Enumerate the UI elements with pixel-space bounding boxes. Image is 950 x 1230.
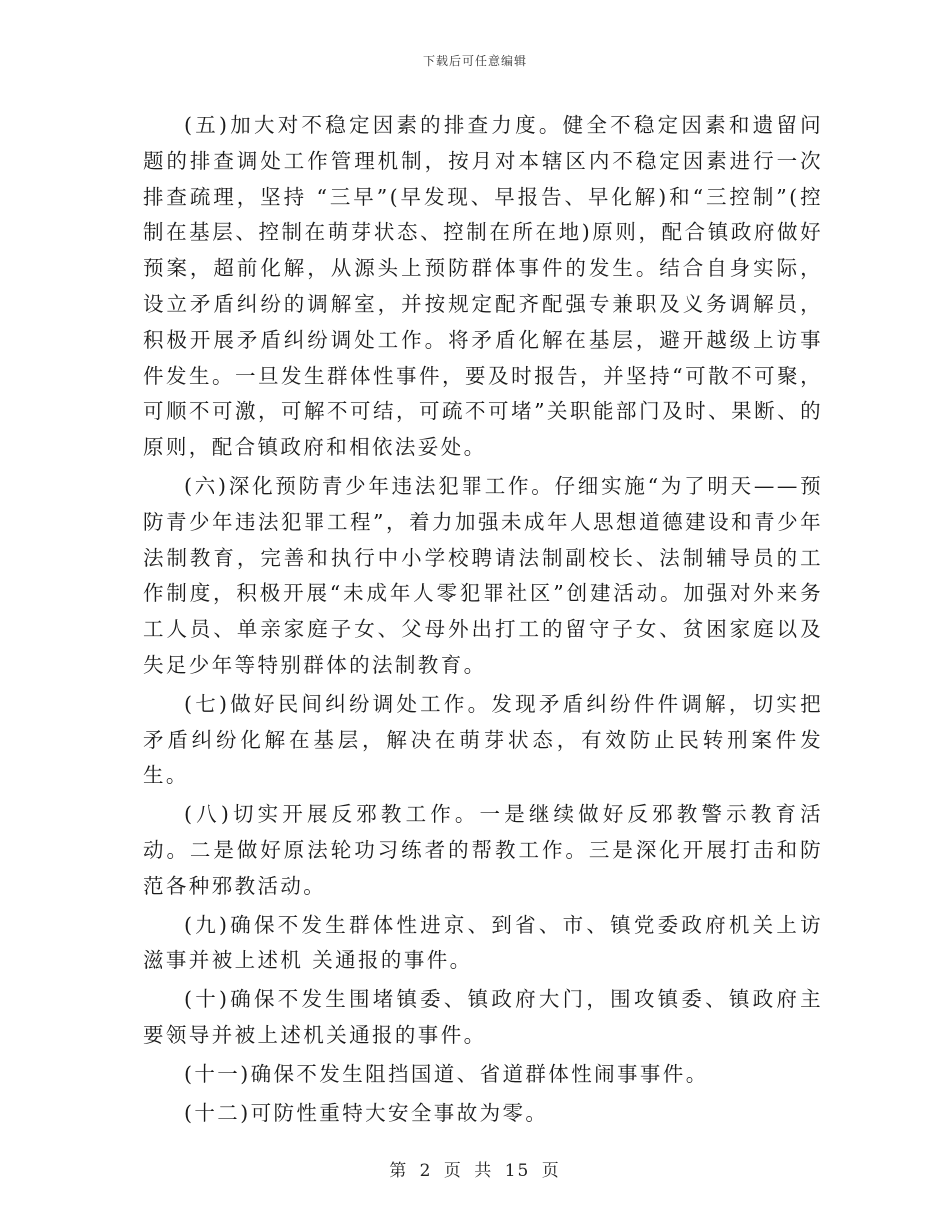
page-label-suffix: 页 <box>541 1161 561 1181</box>
page-label-total: 共 <box>474 1161 494 1181</box>
page-label-unit: 页 <box>443 1161 463 1181</box>
paragraph-12: (十二)可防性重特大安全事故为零。 <box>184 1100 549 1125</box>
paragraph-10: (十)确保不发生围堵镇委、镇政府大门，围攻镇委、镇政府主要领导并被上述机关通报的事件。 <box>143 987 823 1047</box>
page-footer <box>0 1156 950 1181</box>
paragraph-11: (十一)确保不发生阻挡国道、省道群体性闹事事件。 <box>184 1061 709 1086</box>
document-body <box>143 108 823 1134</box>
paragraph-9: (九)确保不发生群体性进京、到省、市、镇党委政府机关上访滋事并被上述机 关通报的事件。 <box>143 912 823 973</box>
total-pages-number: 15 <box>504 1161 531 1181</box>
paragraph-7: (七)做好民间纠纷调处工作。发现矛盾纠纷件件调解，切实把矛盾纠纷化解在基层，解决在萌芽状态，有效防止民转刑案件发生。 <box>143 691 823 788</box>
paragraph-5: (五)加大对不稳定因素的排查力度。健全不稳定因素和遗留问题的排查调处工作管理机制，按月对本辖区内不稳定因素进行一次排查疏理，坚持 “三早”(早发现、早报告、早化解)和“三控制”(控制在基层、控制在萌芽状态、控制在所在地)原则，配合镇政府做好预案，超前化解，从源头上预防群体事件的发生。结合自身实际，设立矛盾纠纷的调解室，并按规定配齐配强专兼职及义务调解员，积极开展矛盾纠纷调处工作。将矛盾化解在基层，避开越级上访事件发生。一旦发生群体性事件，要及时报告，并坚持“可散不可聚，可顺不可激，可解不可结，可疏不可堵”关职能部门及时、果断、的原则，配合镇政府和相依法妥处。 <box>143 113 823 460</box>
paragraph-8: (八)切实开展反邪教工作。一是继续做好反邪教警示教育活动。二是做好原法轮功习练者的帮教工作。三是深化开展打击和防范各种邪教活动。 <box>143 802 823 898</box>
paragraph-6: (六)深化预防青少年违法犯罪工作。仔细实施“为了明天——预防青少年违法犯罪工程”，着力加强未成年人思想道德建设和青少年法制教育，完善和执行中小学校聘请法制副校长、法制辅导员的工作制度，积极开展“未成年人零犯罪社区”创建活动。加强对外来务工人员、单亲家庭子女、父母外出打工的留守子女、贫困家庭以及失足少年等特别群体的法制教育。 <box>143 473 823 677</box>
page-header: 下载后可任意编辑 <box>422 54 527 68</box>
page-label-prefix: 第 <box>389 1161 409 1181</box>
current-page-number: 2 <box>419 1161 433 1181</box>
